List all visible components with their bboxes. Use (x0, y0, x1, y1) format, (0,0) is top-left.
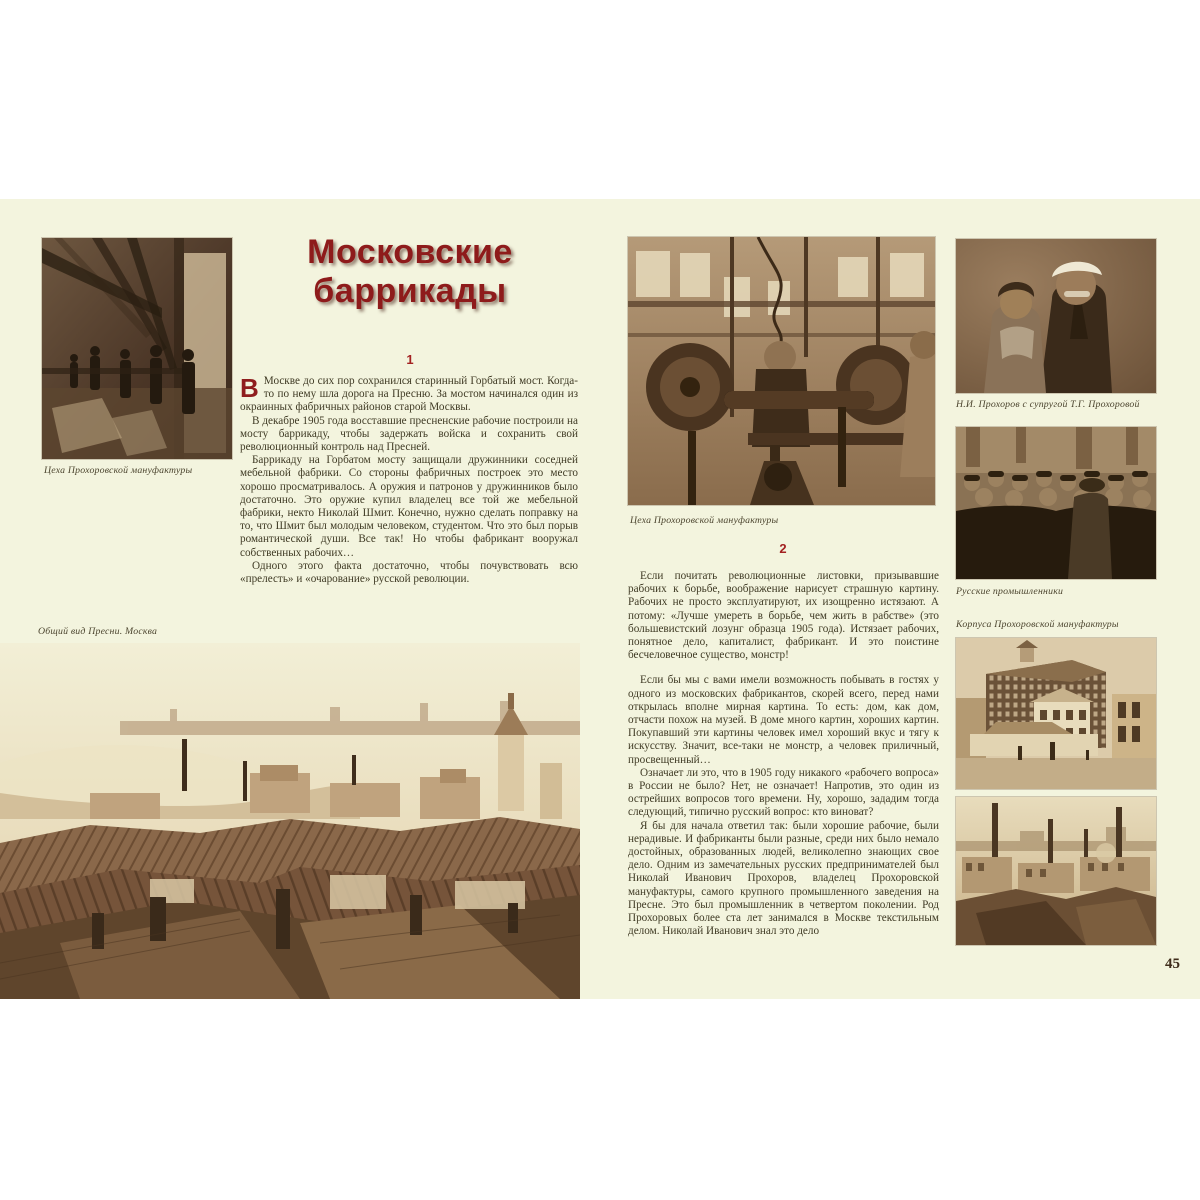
photo-manufactory-buildings (956, 638, 1156, 789)
page-number: 45 (1165, 956, 1180, 972)
paragraph: Баррикаду на Горбатом мосту защищали дружинники соседней мебельной фабрики. Со стороны фабричных построек это место хорошо просматривалось. А оружия и патронов у дружинников было достаточно. Это оружие купил владелец все той же мебельной фабрики, некто Николай Шмит. Конечно, нужно сделать поправку на то, что Шмит был молодым человеком, студентом. Что это был порыв романтической души. Все так! Но чтобы фабрикант вооружал собственных рабочих… (240, 454, 578, 559)
drop-cap: В (240, 373, 259, 403)
left-body-text (240, 375, 578, 586)
photo-workshop-right (628, 237, 935, 505)
photo-prokhorov-couple (956, 239, 1156, 393)
paragraph: Если почитать революционные листовки, призывавшие рабочих к борьбе, воображение нарисует страшную картину. Рабочих не просто эксплуатируют, их изощренно истязают. А потому: «Лучше умереть в борьбе, чем жить в рабстве» (это большевистский лозунг образца 1905 года). Истязает рабочих, понятное дело, капиталист, фабрикант. И это поистине бесчеловечное существо, монстр! (628, 570, 939, 662)
chapter-title-line1: Московские (307, 233, 513, 271)
caption-workshop-right: Цеха Прохоровской мануфактуры (630, 515, 779, 526)
section-number-2: 2 (779, 541, 787, 556)
paragraph: Одного этого факта достаточно, чтобы почувствовать всю «прелесть» и «очарование» русской революции. (240, 559, 578, 586)
caption-workshop-left: Цеха Прохоровской мануфактуры (44, 465, 193, 476)
section-number-1: 1 (406, 352, 414, 367)
right-body-text (628, 570, 939, 938)
photo-panorama-presnya (0, 643, 580, 999)
caption-industrialists: Русские промышленники (956, 586, 1064, 597)
chapter-title (245, 233, 575, 311)
caption-panorama: Общий вид Пресни. Москва (38, 626, 158, 637)
paragraph: Я бы для начала ответил так: были хорошие рабочие, были нерадивые. И фабриканты были разные, среди них было немало достойных, образованных людей, великолепно знающих свое дело. Одним из замечательных русских предпринимателей был Николай Иванович Прохоров, владелец Прохоровской мануфактуры, самого крупного промышленного заведения на Пресне. Это был промышленник в четвертом поколении. Род Прохоровых более ста лет занимался в Москве текстильным делом. Николай Иванович знал это дело (628, 819, 939, 938)
paragraph: Если бы мы с вами имели возможность побывать в гостях у одного из московских фабрикантов, скорей всего, перед нами открылась вполне мирная картина. То есть: дом, как дом, отчасти похож на музей. В доме много картин, хороших картин. Покупавший эти картины человек имел хороший вкус и тягу к искусству. Значит, все-таки не монстр, а человек приличный, просвещенный… (628, 674, 939, 766)
paragraph: Означает ли это, что в 1905 году никакого «рабочего вопроса» в России не было? Нет, не означает! Напротив, это один из острейших вопросов того времени. Ну, хорошо, зададим тогда следующий, типично русский вопрос: кто виноват? (628, 766, 939, 819)
photo-presnya-factories (956, 797, 1156, 945)
caption-prokhorov-couple: Н.И. Прохоров с супругой Т.Г. Прохоровой (956, 399, 1140, 410)
photo-workshop-left (42, 238, 232, 459)
paragraph: В Москве до сих пор сохранился старинный Горбатый мост. Когда-то по нему шла дорога на Пресню. За мостом начинался один из окраинных фабричных районов старой Москвы. (240, 373, 578, 414)
caption-manufactory-buildings: Корпуса Прохоровской мануфактуры (956, 619, 1119, 630)
photo-industrialists-group (956, 427, 1156, 579)
chapter-title-line2: баррикады (313, 272, 507, 310)
page-spread-background (0, 199, 1200, 999)
paragraph: В декабре 1905 года восставшие пресненские рабочие построили на мосту баррикаду, чтобы задержать войска и сохранить свой революционный контроль над Пресней. (240, 414, 578, 454)
